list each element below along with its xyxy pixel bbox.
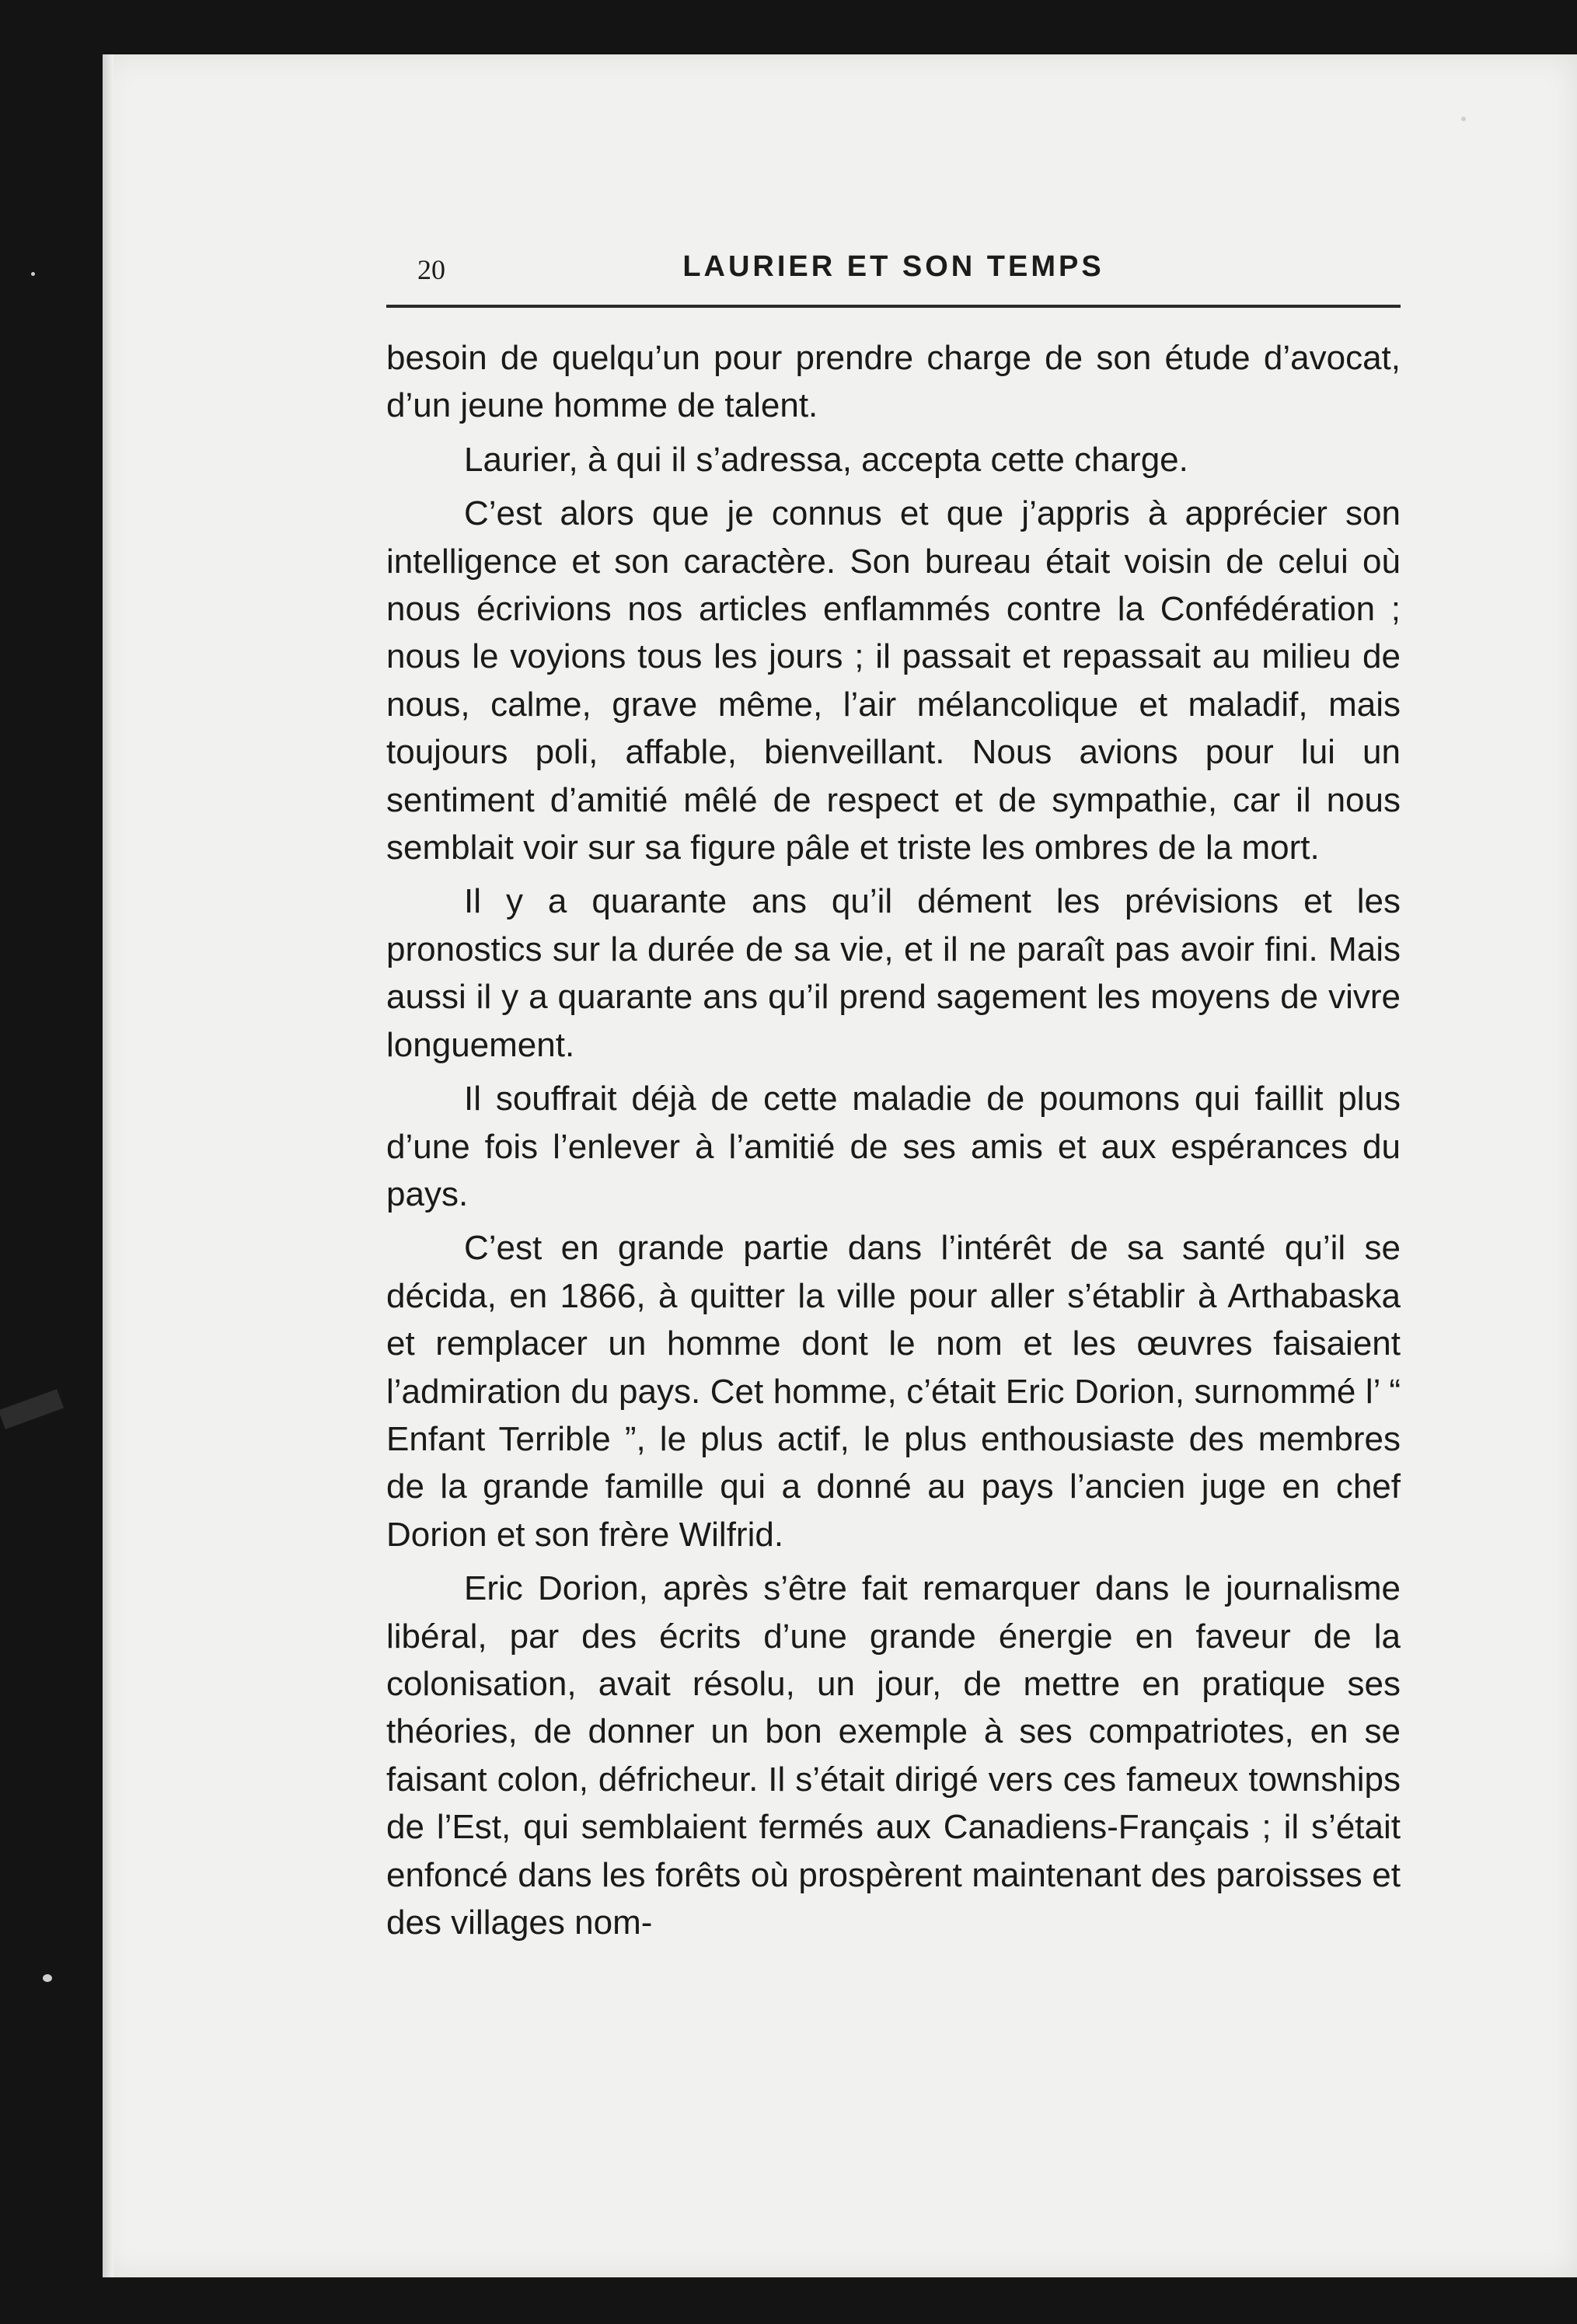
paragraph: Il y a quarante ans qu’il dément les prévisions et les pronostics sur la durée de sa vie, et il ne paraît pas avoir fini. Mais aussi il y a quarante ans qu’il prend sagement les moyens de vivre longuement. — [386, 882, 1401, 1064]
page-edge-shadow — [103, 54, 113, 2277]
dust-speck — [31, 272, 35, 276]
running-title: LAURIER ET SON TEMPS — [682, 250, 1104, 283]
paragraph: C’est en grande partie dans l’intérêt de sa santé qu’il se décida, en 1866, à quitter la ville pour aller s’établir à Arthabaska et remplacer un homme dont le nom et les œuvres faisaient l’admiration du pays. Cet homme, c’était Eric Dorion, surnommé l’ “ Enfant Terrible ”, le plus actif, le plus enthousiaste des membres de la grande famille qui a donné au pays l’ancien juge en chef Dorion et son frère Wilfrid. — [386, 1229, 1401, 1554]
dust-speck — [43, 1974, 52, 1982]
header-rule — [386, 305, 1401, 308]
page-number: 20 — [417, 254, 445, 285]
scan-mark — [0, 1389, 64, 1429]
paragraph: Eric Dorion, après s’être fait remarquer dans le journalisme libéral, par des écrits d’une grande énergie en faveur de la colonisation, avait résolu, un jour, de mettre en pratique ses théories, de donner un bon exemple à ses compatriotes, en se faisant colon, défricheur. Il s’était dirigé vers ces fameux townships de l’Est, qui semblaient fermés aux Canadiens-Français ; il s’était enfoncé dans les forêts où prospèrent maintenant des paroisses et des villages nom- — [386, 1569, 1401, 1942]
paragraph: besoin de quelqu’un pour prendre charge de son étude d’avocat, d’un jeune homme de talent. — [386, 339, 1401, 425]
paragraph: Il souffrait déjà de cette maladie de poumons qui faillit plus d’une fois l’enlever à l’amitié de ses amis et aux espérances du pays. — [386, 1080, 1401, 1213]
dust-speck — [1461, 117, 1466, 121]
paragraph: Laurier, à qui il s’adressa, accepta cette charge. — [464, 440, 1188, 479]
running-head — [386, 247, 1401, 294]
paragraph: C’est alors que je connus et que j’appris à apprécier son intelligence et son caractère. Son bureau était voisin de celui où nous écrivions nos articles enflammés contre la Confédération ; nous le voyions tous les jours ; il passait et repassait au milieu de nous, calme, grave même, l’air mélancolique et maladif, mais toujours poli, affable, bienveillant. Nous avions pour lui un sentiment d’amitié mêlé de respect et de sympathie, car il nous semblait voir sur sa figure pâle et triste les ombres de la mort. — [386, 494, 1401, 867]
body-text — [386, 334, 1401, 1952]
